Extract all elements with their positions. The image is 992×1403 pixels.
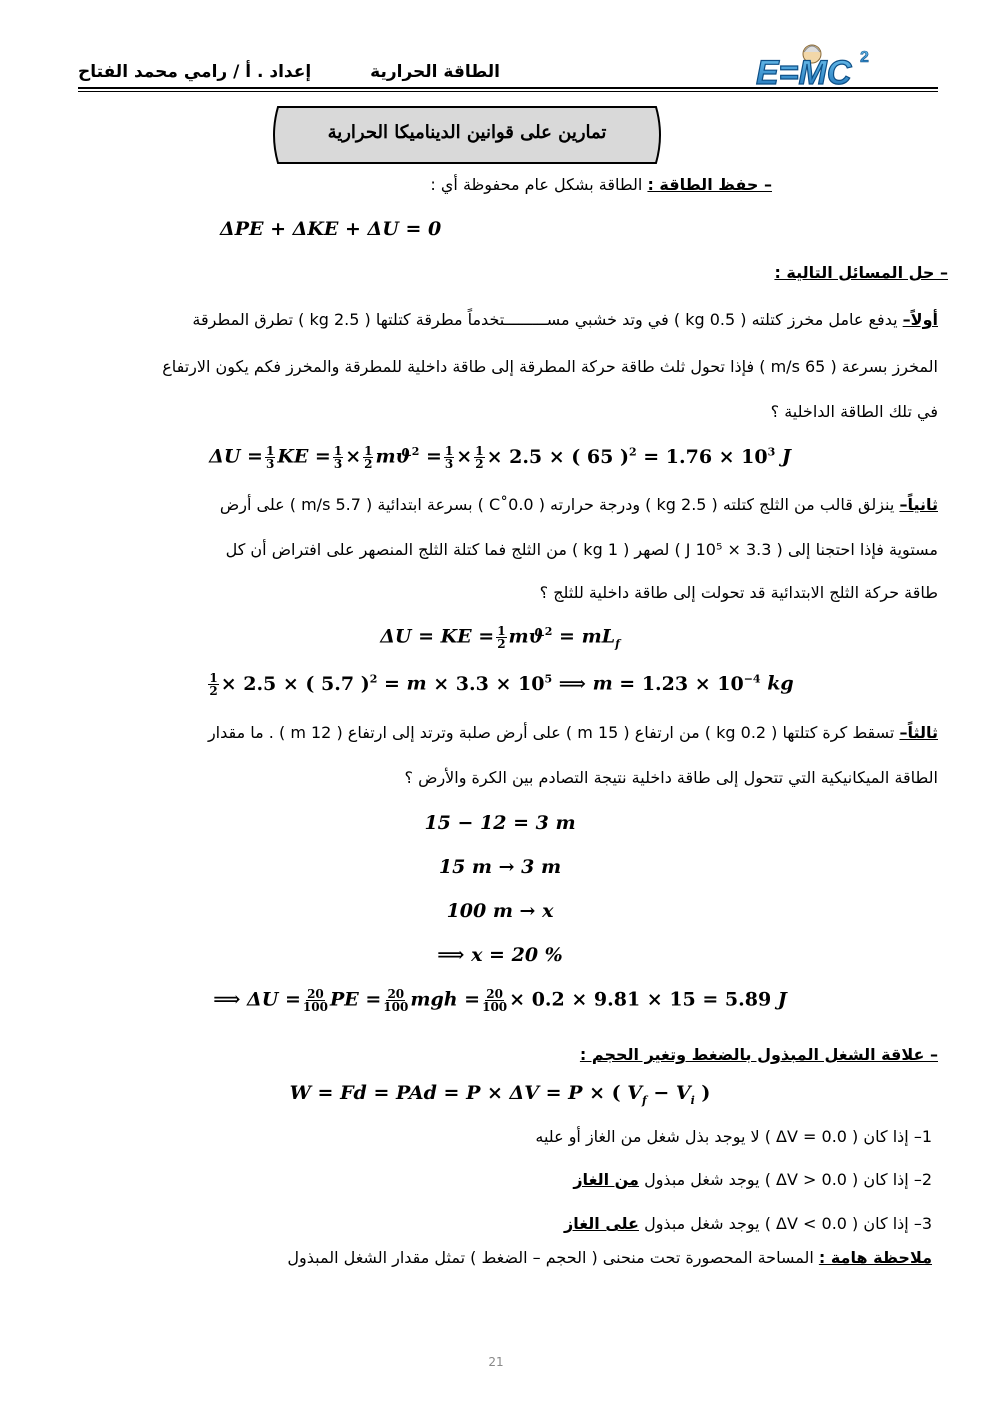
problems-heading: – حل المسائل التالية :: [774, 263, 948, 282]
work-case2-bold: من الغاز: [573, 1170, 639, 1189]
work-case3: [420, 1214, 932, 1233]
work-case2-text: 2– إذا كان ( ΔV > 0.0 ) يوجد شغل مبذول: [644, 1170, 932, 1189]
work-case3-bold: على الغاز: [564, 1214, 639, 1233]
work-equation: W = Fd = PAd = P × ΔV = P × ( $V_f - V_i$ ): [289, 1082, 711, 1107]
energy-conservation-heading: – حفظ الطاقة :: [647, 175, 772, 194]
problem1-text1: يدفع عامل مخرز كتلته ( 0.5 kg ) في وتد خشبي مســـــــــتخدماً مطرقة كتلتها ( 2.5 kg ) تطرق المطرقة: [192, 310, 898, 329]
problem3-line1: [75, 723, 938, 742]
problem3-text1: تسقط كرة كتلتها ( 0.2 kg ) من ارتفاع ( 15 m ) على أرض صلبة وترتد إلى ارتفاع ( 12 m ) . ما مقدار: [207, 723, 895, 742]
problem2-line3: طاقة حركة الثلج الابتدائية قد تحولت إلى طاقة داخلية للثلج ؟: [539, 583, 938, 602]
problem1-line2: المخرز بسرعة ( 65 m/s ) فإذا تحول ثلث طاقة حركة المطرقة إلى طاقة داخلية للمطرقة والمخرز فكم يكون الارتفاع: [162, 357, 938, 376]
page-number: 21: [488, 1355, 504, 1369]
svg-text:E=MC: E=MC: [756, 54, 852, 90]
logo-graphic: [752, 42, 882, 90]
problem3-step5: ⟹ ΔU = $\frac{20}{100}$ PE = $\frac{20}{100}$ mgh = $\frac{20}{100}$ × 0.2 × 9.81 × 15 = 5.89 J: [213, 987, 787, 1014]
work-heading: – علاقة الشغل المبذول بالضغط وتغير الحجم :: [579, 1045, 938, 1064]
note-text: المساحة المحصورة تحت منحنى ( الحجم – الضغط ) تمثل مقدار الشغل المبذول: [287, 1248, 814, 1267]
note-label: ملاحظة هامة :: [818, 1248, 932, 1267]
problem3-step3: 100 m → x: [446, 900, 554, 922]
work-case1: 1– إذا كان ( ΔV = 0.0 ) لا يوجد بذل شغل من الغاز أو عليه: [535, 1127, 932, 1146]
header-subject: الطاقة الحرارية: [370, 62, 500, 82]
work-case3-text: 3– إذا كان ( ΔV < 0.0 ) يوجد شغل مبذول: [644, 1214, 932, 1233]
energy-conservation-text: الطاقة بشكل عام محفوظة أي :: [430, 175, 643, 194]
problem2-solution1: ΔU = KE = $\frac{1}{2}$ $mϑ^2 = mL_f$: [380, 624, 620, 651]
energy-conservation-line: [100, 175, 772, 194]
problem3-label: ثالثاً–: [899, 723, 938, 742]
problem3-step2: 15 m → 3 m: [438, 856, 562, 878]
work-case2: [420, 1170, 932, 1189]
svg-text:2: 2: [860, 49, 869, 66]
title-box: [268, 105, 666, 165]
problem3-step1: 15 − 12 = 3 m: [424, 812, 576, 834]
problem1-label: أولاً–: [902, 310, 938, 329]
header-rule: [78, 87, 938, 89]
problem2-label: ثانياً–: [899, 495, 938, 514]
important-note: [200, 1248, 932, 1267]
energy-conservation-equation: ΔPE + ΔKE + ΔU = 0: [220, 218, 442, 240]
problem1-line1: [100, 310, 938, 329]
problem3-line2: الطاقة الميكانيكية التي تتحول إلى طاقة داخلية نتيجة التصادم بين الكرة والأرض ؟: [404, 768, 938, 787]
problem3-step4: ⟹ x = 20 %: [437, 944, 563, 966]
problem1-solution: ΔU = $\frac{1}{3}$ KE = $\frac{1}{3}$ × $\frac{1}{2}$ $mϑ^2$ = $\frac{1}{3}$ × $\frac{1}{2}$ × 2.5 × ( 65 )$^2 = 1.76 \times 10^3$ J: [209, 444, 791, 471]
header-author: إعداد . أ / رامي محمد الفتاح: [78, 62, 312, 82]
problem2-text1: ينزلق قالب من الثلج كتلته ( 2.5 kg ) ودرجة حرارته ( 0.0˚C ) بسرعة ابتدائية ( 5.7 m/s ) على أرض: [219, 495, 895, 514]
problem2-line1: [95, 495, 938, 514]
problem1-line3: في تلك الطاقة الداخلية ؟: [770, 402, 938, 421]
problem2-solution2: $\frac{1}{2}$ × 2.5 × ( 5.7 )$^2 = m \times 3.3 \times 10^5$ ⟹ $m = 1.23 \times 10^{-4}$ kg: [209, 671, 794, 698]
logo: [752, 42, 882, 90]
title-text: تمارين على قوانين الديناميكا الحرارية: [327, 122, 607, 143]
problem2-line2: مستوية فإذا احتجنا إلى ( 3.3 × 10⁵ J ) لصهر ( 1 kg ) من الثلج فما كتلة الثلج المنصهر على افتراض أن كل: [225, 540, 938, 559]
header-rule-thin: [78, 91, 938, 92]
